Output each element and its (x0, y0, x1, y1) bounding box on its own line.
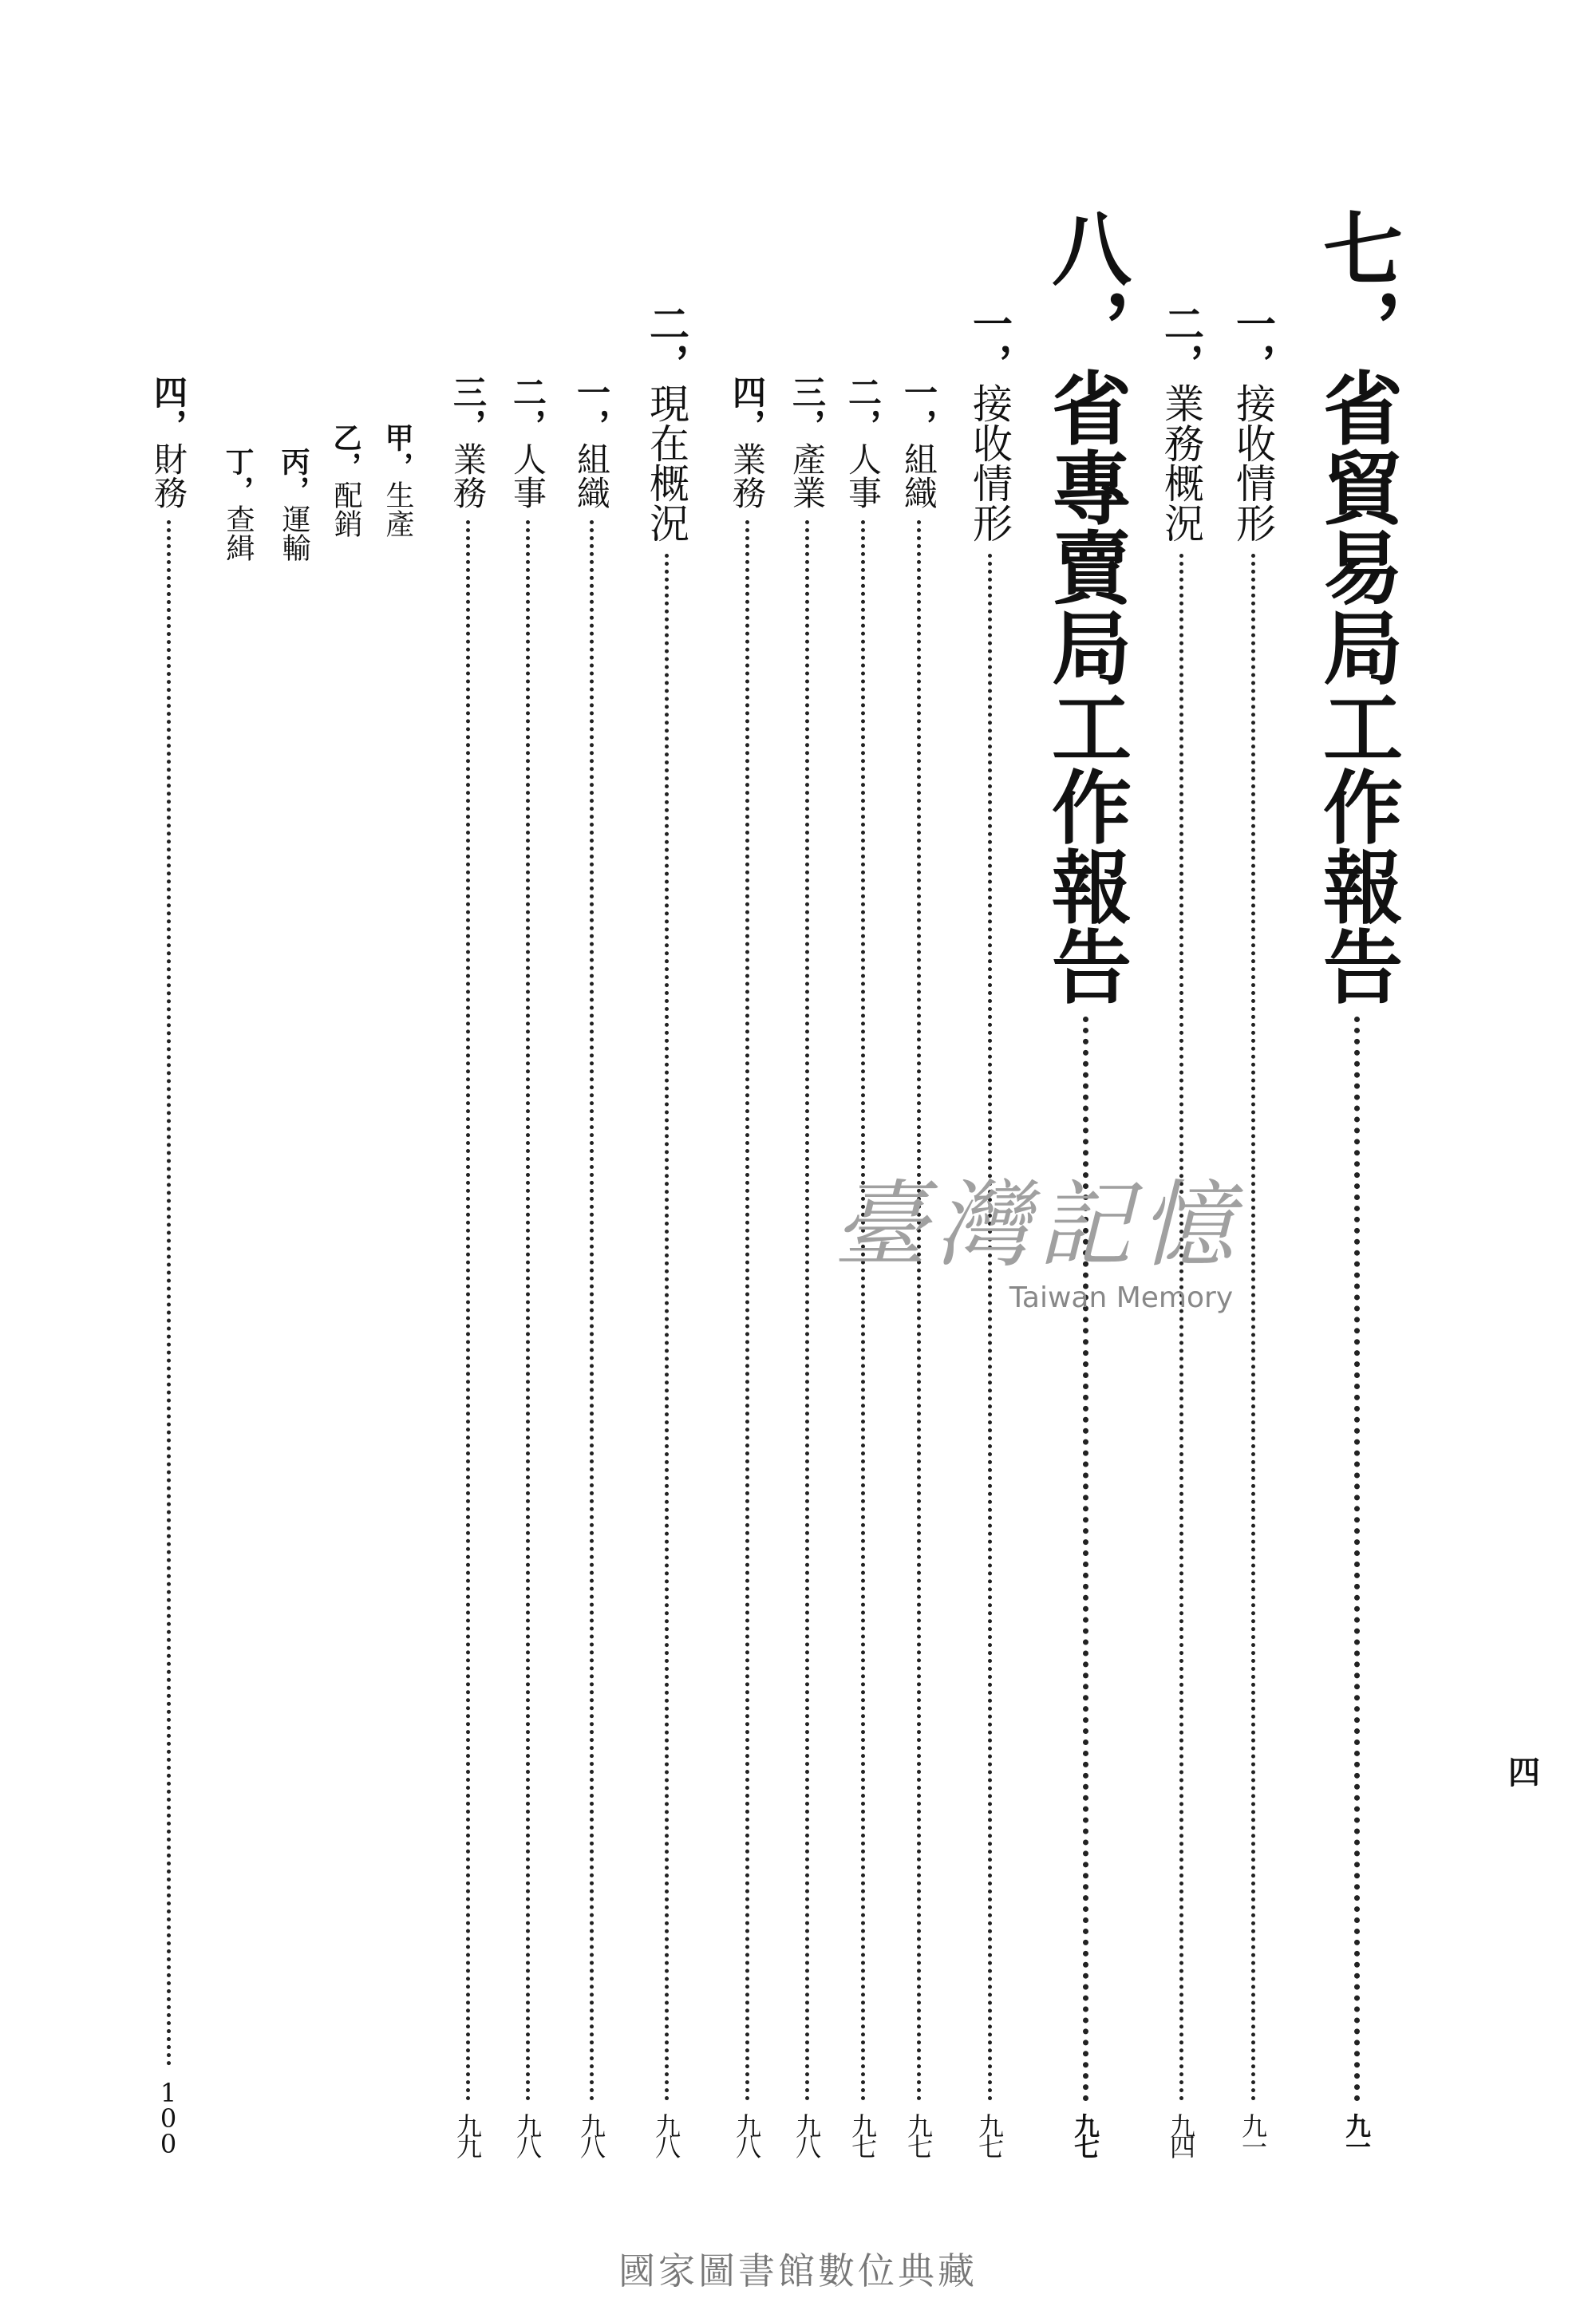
dot-leader (167, 520, 171, 2067)
ch8-s1-item-3-number: 三， (788, 375, 827, 442)
ch8-s2-item-3-page: 九九 (452, 2113, 483, 2154)
ch8-s2-item-4-page: 100 (153, 2078, 184, 2154)
ch8-s1-item-3-title: 產業 (788, 442, 827, 509)
chapter-7-page: 九一 (1341, 2113, 1372, 2154)
chapter-8-page: 九七 (1070, 2113, 1100, 2154)
dot-leader (1251, 554, 1255, 2102)
ch8-s2-item-2-number: 二， (508, 375, 547, 442)
sub-item-c-number: 丙， (277, 447, 310, 504)
dot-leader (526, 520, 530, 2102)
toc-ch8-s2-item-1[interactable] (572, 375, 611, 2154)
ch7-section-1-page: 九一 (1238, 2113, 1268, 2154)
dot-leader (745, 520, 749, 2102)
ch8-section-1-number: 一， (966, 303, 1013, 383)
dot-leader (1179, 554, 1183, 2102)
dot-leader (988, 554, 992, 2102)
sub-item-b-number: 乙， (329, 423, 362, 480)
toc-ch8-s2-3-c[interactable] (279, 447, 308, 562)
chapter-7-number: 七， (1310, 207, 1404, 367)
dot-leader (590, 520, 594, 2102)
ch8-s1-item-1-number: 一， (899, 375, 938, 442)
toc-ch8-s2-3-b[interactable] (331, 423, 360, 538)
ch8-s1-item-2-number: 二， (843, 375, 883, 442)
ch8-s1-item-4-title: 業務 (728, 442, 767, 509)
toc-ch8-s2-3-d[interactable] (221, 447, 255, 562)
ch8-section-2-title: 現在概況 (643, 383, 689, 543)
sub-item-a-number: 甲， (381, 423, 414, 480)
chapter-8-number: 八， (1038, 207, 1132, 367)
chapter-7-title: 省貿易局工作報告 (1310, 367, 1404, 1005)
ch8-s1-item-1-title: 組織 (899, 442, 938, 509)
toc-chapter-7[interactable] (1310, 207, 1404, 2154)
ch8-section-2-number: 二， (643, 303, 690, 383)
toc-ch8-s2-item-2[interactable] (508, 375, 547, 2154)
ch8-s2-item-4-number: 四， (149, 375, 188, 442)
toc-ch8-s1-item-4[interactable] (728, 375, 767, 2154)
ch7-section-2-title: 業務概況 (1158, 383, 1204, 543)
toc-ch8-s2-3-a[interactable] (383, 423, 412, 538)
ch8-s2-item-2-page: 九八 (512, 2113, 543, 2154)
dot-leader (466, 520, 470, 2102)
ch8-section-1-page: 九七 (974, 2113, 1005, 2154)
watermark (782, 1149, 1293, 1314)
ch7-section-2-number: 二， (1158, 303, 1205, 383)
ch8-s2-item-3-title: 業務 (448, 442, 488, 509)
toc-ch8-s2-item-3[interactable] (448, 375, 488, 2154)
dot-leader (1354, 1017, 1360, 2102)
ch8-s1-item-2-title: 人事 (843, 442, 883, 509)
ch8-s2-item-1-page: 九八 (576, 2113, 606, 2154)
sub-item-d-title: 查緝 (222, 504, 255, 562)
sub-item-d-number: 丁， (221, 447, 255, 504)
chapter-8-title: 省專賣局工作報告 (1038, 367, 1132, 1005)
ch8-s1-item-3-page: 九八 (792, 2113, 822, 2154)
page-number: 四 (1508, 1754, 1540, 1791)
ch8-s1-item-4-page: 九八 (732, 2113, 762, 2154)
ch7-section-1-title: 接收情形 (1230, 383, 1276, 543)
ch8-s2-item-3-number: 三， (448, 375, 488, 442)
ch8-s2-item-1-number: 一， (572, 375, 611, 442)
ch8-s1-item-4-number: 四， (728, 375, 767, 442)
archive-footer: 國家圖書館數位典藏 (618, 2249, 978, 2292)
ch8-s2-item-1-title: 組織 (572, 442, 611, 509)
ch8-s2-item-2-title: 人事 (508, 442, 547, 509)
ch8-section-2-page: 九八 (651, 2113, 681, 2154)
dot-leader (665, 554, 669, 2102)
ch8-s1-item-2-page: 九七 (847, 2113, 878, 2154)
sub-item-c-title: 運輸 (278, 504, 310, 562)
toc-ch8-section-2[interactable] (643, 303, 690, 2154)
ch8-s2-item-4-title: 財務 (149, 442, 188, 509)
sub-item-b-title: 配銷 (330, 480, 362, 538)
ch7-section-2-page: 九四 (1166, 2113, 1196, 2154)
toc-ch8-s2-item-4[interactable] (149, 375, 188, 2154)
sub-item-a-title: 生產 (381, 480, 414, 538)
ch8-section-1-title: 接收情形 (966, 383, 1013, 543)
watermark-english: Taiwan Memory (1009, 1281, 1234, 1314)
watermark-chinese: 臺灣記憶 (832, 1170, 1242, 1280)
ch8-s1-item-1-page: 九七 (903, 2113, 934, 2154)
ch7-section-1-number: 一， (1230, 303, 1277, 383)
